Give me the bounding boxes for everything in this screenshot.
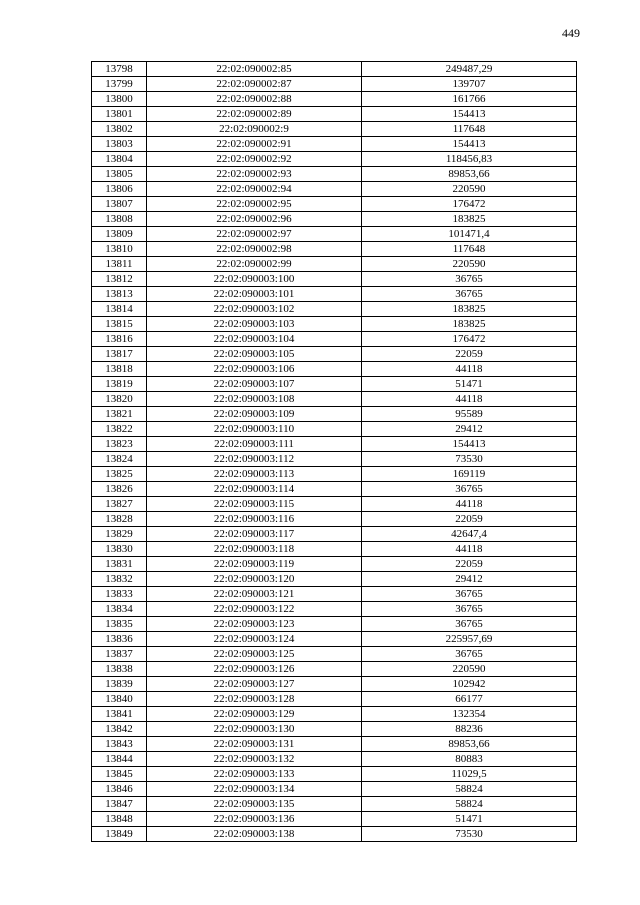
table-row xyxy=(92,452,577,467)
cadastral-number-cell: 22:02:090003:111 xyxy=(147,437,362,452)
table-row xyxy=(92,317,577,332)
value-cell: 44118 xyxy=(362,497,577,512)
row-number-cell: 13826 xyxy=(92,482,147,497)
row-number-cell: 13825 xyxy=(92,467,147,482)
table-row xyxy=(92,182,577,197)
row-number-cell: 13824 xyxy=(92,452,147,467)
value-cell: 88236 xyxy=(362,722,577,737)
table-row xyxy=(92,572,577,587)
table-row xyxy=(92,692,577,707)
table-row xyxy=(92,782,577,797)
table-row xyxy=(92,137,577,152)
row-number-cell: 13831 xyxy=(92,557,147,572)
row-number-cell: 13828 xyxy=(92,512,147,527)
table-row xyxy=(92,212,577,227)
table-row xyxy=(92,77,577,92)
value-cell: 154413 xyxy=(362,437,577,452)
cadastral-number-cell: 22:02:090003:107 xyxy=(147,377,362,392)
row-number-cell: 13837 xyxy=(92,647,147,662)
row-number-cell: 13836 xyxy=(92,632,147,647)
table-row xyxy=(92,392,577,407)
row-number-cell: 13834 xyxy=(92,602,147,617)
cadastral-number-cell: 22:02:090003:132 xyxy=(147,752,362,767)
table-row xyxy=(92,62,577,77)
cadastral-number-cell: 22:02:090002:9 xyxy=(147,122,362,137)
value-cell: 220590 xyxy=(362,662,577,677)
table-row xyxy=(92,542,577,557)
value-cell: 154413 xyxy=(362,107,577,122)
row-number-cell: 13804 xyxy=(92,152,147,167)
value-cell: 176472 xyxy=(362,197,577,212)
table-row xyxy=(92,557,577,572)
row-number-cell: 13819 xyxy=(92,377,147,392)
cadastral-number-cell: 22:02:090002:98 xyxy=(147,242,362,257)
row-number-cell: 13839 xyxy=(92,677,147,692)
value-cell: 22059 xyxy=(362,557,577,572)
cadastral-number-cell: 22:02:090003:127 xyxy=(147,677,362,692)
value-cell: 225957,69 xyxy=(362,632,577,647)
row-number-cell: 13814 xyxy=(92,302,147,317)
table-row xyxy=(92,122,577,137)
value-cell: 176472 xyxy=(362,332,577,347)
value-cell: 66177 xyxy=(362,692,577,707)
value-cell: 51471 xyxy=(362,377,577,392)
value-cell: 220590 xyxy=(362,257,577,272)
value-cell: 220590 xyxy=(362,182,577,197)
cadastral-number-cell: 22:02:090003:104 xyxy=(147,332,362,347)
table-row xyxy=(92,827,577,842)
cadastral-number-cell: 22:02:090003:122 xyxy=(147,602,362,617)
cadastral-number-cell: 22:02:090003:138 xyxy=(147,827,362,842)
table-row xyxy=(92,512,577,527)
cadastral-number-cell: 22:02:090003:128 xyxy=(147,692,362,707)
table-row xyxy=(92,677,577,692)
table-row xyxy=(92,227,577,242)
value-cell: 42647,4 xyxy=(362,527,577,542)
row-number-cell: 13849 xyxy=(92,827,147,842)
row-number-cell: 13820 xyxy=(92,392,147,407)
cadastral-number-cell: 22:02:090002:94 xyxy=(147,182,362,197)
value-cell: 44118 xyxy=(362,392,577,407)
cadastral-number-cell: 22:02:090003:121 xyxy=(147,587,362,602)
row-number-cell: 13848 xyxy=(92,812,147,827)
row-number-cell: 13833 xyxy=(92,587,147,602)
table-row xyxy=(92,107,577,122)
table-row xyxy=(92,707,577,722)
table-row xyxy=(92,617,577,632)
value-cell: 89853,66 xyxy=(362,167,577,182)
table-row xyxy=(92,377,577,392)
table-row xyxy=(92,797,577,812)
value-cell: 183825 xyxy=(362,317,577,332)
cadastral-number-cell: 22:02:090003:114 xyxy=(147,482,362,497)
row-number-cell: 13830 xyxy=(92,542,147,557)
cadastral-number-cell: 22:02:090003:100 xyxy=(147,272,362,287)
cadastral-number-cell: 22:02:090002:89 xyxy=(147,107,362,122)
table-row xyxy=(92,92,577,107)
cadastral-number-cell: 22:02:090003:124 xyxy=(147,632,362,647)
cadastral-number-cell: 22:02:090003:115 xyxy=(147,497,362,512)
cadastral-number-cell: 22:02:090003:126 xyxy=(147,662,362,677)
row-number-cell: 13813 xyxy=(92,287,147,302)
row-number-cell: 13808 xyxy=(92,212,147,227)
row-number-cell: 13798 xyxy=(92,62,147,77)
cadastral-number-cell: 22:02:090003:105 xyxy=(147,347,362,362)
value-cell: 36765 xyxy=(362,287,577,302)
value-cell: 36765 xyxy=(362,602,577,617)
cadastral-table xyxy=(91,61,577,842)
cadastral-number-cell: 22:02:090003:136 xyxy=(147,812,362,827)
row-number-cell: 13799 xyxy=(92,77,147,92)
value-cell: 102942 xyxy=(362,677,577,692)
cadastral-number-cell: 22:02:090003:102 xyxy=(147,302,362,317)
value-cell: 73530 xyxy=(362,452,577,467)
value-cell: 89853,66 xyxy=(362,737,577,752)
table-row xyxy=(92,467,577,482)
cadastral-number-cell: 22:02:090002:87 xyxy=(147,77,362,92)
row-number-cell: 13800 xyxy=(92,92,147,107)
row-number-cell: 13818 xyxy=(92,362,147,377)
cadastral-number-cell: 22:02:090003:120 xyxy=(147,572,362,587)
cadastral-number-cell: 22:02:090003:108 xyxy=(147,392,362,407)
cadastral-number-cell: 22:02:090002:97 xyxy=(147,227,362,242)
table-row xyxy=(92,437,577,452)
table-row xyxy=(92,332,577,347)
row-number-cell: 13823 xyxy=(92,437,147,452)
row-number-cell: 13802 xyxy=(92,122,147,137)
row-number-cell: 13832 xyxy=(92,572,147,587)
table-row xyxy=(92,647,577,662)
row-number-cell: 13840 xyxy=(92,692,147,707)
value-cell: 44118 xyxy=(362,362,577,377)
value-cell: 44118 xyxy=(362,542,577,557)
table-row xyxy=(92,242,577,257)
row-number-cell: 13844 xyxy=(92,752,147,767)
table-row xyxy=(92,527,577,542)
cadastral-number-cell: 22:02:090003:117 xyxy=(147,527,362,542)
value-cell: 118456,83 xyxy=(362,152,577,167)
row-number-cell: 13803 xyxy=(92,137,147,152)
row-number-cell: 13838 xyxy=(92,662,147,677)
row-number-cell: 13817 xyxy=(92,347,147,362)
cadastral-number-cell: 22:02:090002:93 xyxy=(147,167,362,182)
cadastral-number-cell: 22:02:090003:135 xyxy=(147,797,362,812)
table-row xyxy=(92,587,577,602)
value-cell: 161766 xyxy=(362,92,577,107)
table-row xyxy=(92,722,577,737)
cadastral-number-cell: 22:02:090003:131 xyxy=(147,737,362,752)
table-row xyxy=(92,257,577,272)
row-number-cell: 13842 xyxy=(92,722,147,737)
cadastral-number-cell: 22:02:090003:106 xyxy=(147,362,362,377)
value-cell: 29412 xyxy=(362,422,577,437)
table-row xyxy=(92,752,577,767)
value-cell: 22059 xyxy=(362,512,577,527)
row-number-cell: 13809 xyxy=(92,227,147,242)
cadastral-number-cell: 22:02:090002:95 xyxy=(147,197,362,212)
row-number-cell: 13846 xyxy=(92,782,147,797)
cadastral-number-cell: 22:02:090003:109 xyxy=(147,407,362,422)
value-cell: 183825 xyxy=(362,212,577,227)
value-cell: 58824 xyxy=(362,797,577,812)
cadastral-number-cell: 22:02:090002:91 xyxy=(147,137,362,152)
table-row xyxy=(92,347,577,362)
row-number-cell: 13835 xyxy=(92,617,147,632)
value-cell: 36765 xyxy=(362,617,577,632)
table-row xyxy=(92,287,577,302)
row-number-cell: 13843 xyxy=(92,737,147,752)
table-row xyxy=(92,422,577,437)
value-cell: 36765 xyxy=(362,587,577,602)
cadastral-number-cell: 22:02:090003:133 xyxy=(147,767,362,782)
page-number: 449 xyxy=(562,26,580,40)
table-row xyxy=(92,662,577,677)
value-cell: 154413 xyxy=(362,137,577,152)
row-number-cell: 13807 xyxy=(92,197,147,212)
cadastral-number-cell: 22:02:090003:123 xyxy=(147,617,362,632)
table-row xyxy=(92,167,577,182)
row-number-cell: 13841 xyxy=(92,707,147,722)
row-number-cell: 13847 xyxy=(92,797,147,812)
cadastral-number-cell: 22:02:090002:99 xyxy=(147,257,362,272)
row-number-cell: 13801 xyxy=(92,107,147,122)
value-cell: 29412 xyxy=(362,572,577,587)
cadastral-number-cell: 22:02:090003:134 xyxy=(147,782,362,797)
row-number-cell: 13812 xyxy=(92,272,147,287)
table-row xyxy=(92,602,577,617)
row-number-cell: 13816 xyxy=(92,332,147,347)
cadastral-number-cell: 22:02:090003:118 xyxy=(147,542,362,557)
table-row xyxy=(92,632,577,647)
table-row xyxy=(92,407,577,422)
value-cell: 169119 xyxy=(362,467,577,482)
value-cell: 36765 xyxy=(362,482,577,497)
row-number-cell: 13815 xyxy=(92,317,147,332)
value-cell: 117648 xyxy=(362,242,577,257)
row-number-cell: 13822 xyxy=(92,422,147,437)
row-number-cell: 13827 xyxy=(92,497,147,512)
cadastral-number-cell: 22:02:090003:101 xyxy=(147,287,362,302)
row-number-cell: 13810 xyxy=(92,242,147,257)
value-cell: 139707 xyxy=(362,77,577,92)
table-row xyxy=(92,362,577,377)
value-cell: 22059 xyxy=(362,347,577,362)
cadastral-number-cell: 22:02:090002:92 xyxy=(147,152,362,167)
value-cell: 11029,5 xyxy=(362,767,577,782)
value-cell: 95589 xyxy=(362,407,577,422)
row-number-cell: 13805 xyxy=(92,167,147,182)
table-row xyxy=(92,812,577,827)
cadastral-number-cell: 22:02:090003:103 xyxy=(147,317,362,332)
row-number-cell: 13829 xyxy=(92,527,147,542)
cadastral-number-cell: 22:02:090003:129 xyxy=(147,707,362,722)
table-row xyxy=(92,152,577,167)
value-cell: 80883 xyxy=(362,752,577,767)
table-row xyxy=(92,197,577,212)
cadastral-number-cell: 22:02:090003:130 xyxy=(147,722,362,737)
row-number-cell: 13811 xyxy=(92,257,147,272)
value-cell: 183825 xyxy=(362,302,577,317)
cadastral-number-cell: 22:02:090003:116 xyxy=(147,512,362,527)
cadastral-table-body xyxy=(92,62,577,842)
row-number-cell: 13806 xyxy=(92,182,147,197)
cadastral-number-cell: 22:02:090003:110 xyxy=(147,422,362,437)
table-row xyxy=(92,272,577,287)
row-number-cell: 13821 xyxy=(92,407,147,422)
table-row xyxy=(92,737,577,752)
value-cell: 132354 xyxy=(362,707,577,722)
table-row xyxy=(92,767,577,782)
cadastral-number-cell: 22:02:090002:85 xyxy=(147,62,362,77)
cadastral-number-cell: 22:02:090003:119 xyxy=(147,557,362,572)
cadastral-number-cell: 22:02:090003:125 xyxy=(147,647,362,662)
value-cell: 36765 xyxy=(362,647,577,662)
value-cell: 36765 xyxy=(362,272,577,287)
table-row xyxy=(92,482,577,497)
value-cell: 117648 xyxy=(362,122,577,137)
cadastral-number-cell: 22:02:090002:88 xyxy=(147,92,362,107)
table-row xyxy=(92,497,577,512)
row-number-cell: 13845 xyxy=(92,767,147,782)
table-row xyxy=(92,302,577,317)
value-cell: 249487,29 xyxy=(362,62,577,77)
cadastral-number-cell: 22:02:090003:112 xyxy=(147,452,362,467)
value-cell: 58824 xyxy=(362,782,577,797)
cadastral-number-cell: 22:02:090003:113 xyxy=(147,467,362,482)
cadastral-number-cell: 22:02:090002:96 xyxy=(147,212,362,227)
value-cell: 101471,4 xyxy=(362,227,577,242)
value-cell: 73530 xyxy=(362,827,577,842)
value-cell: 51471 xyxy=(362,812,577,827)
